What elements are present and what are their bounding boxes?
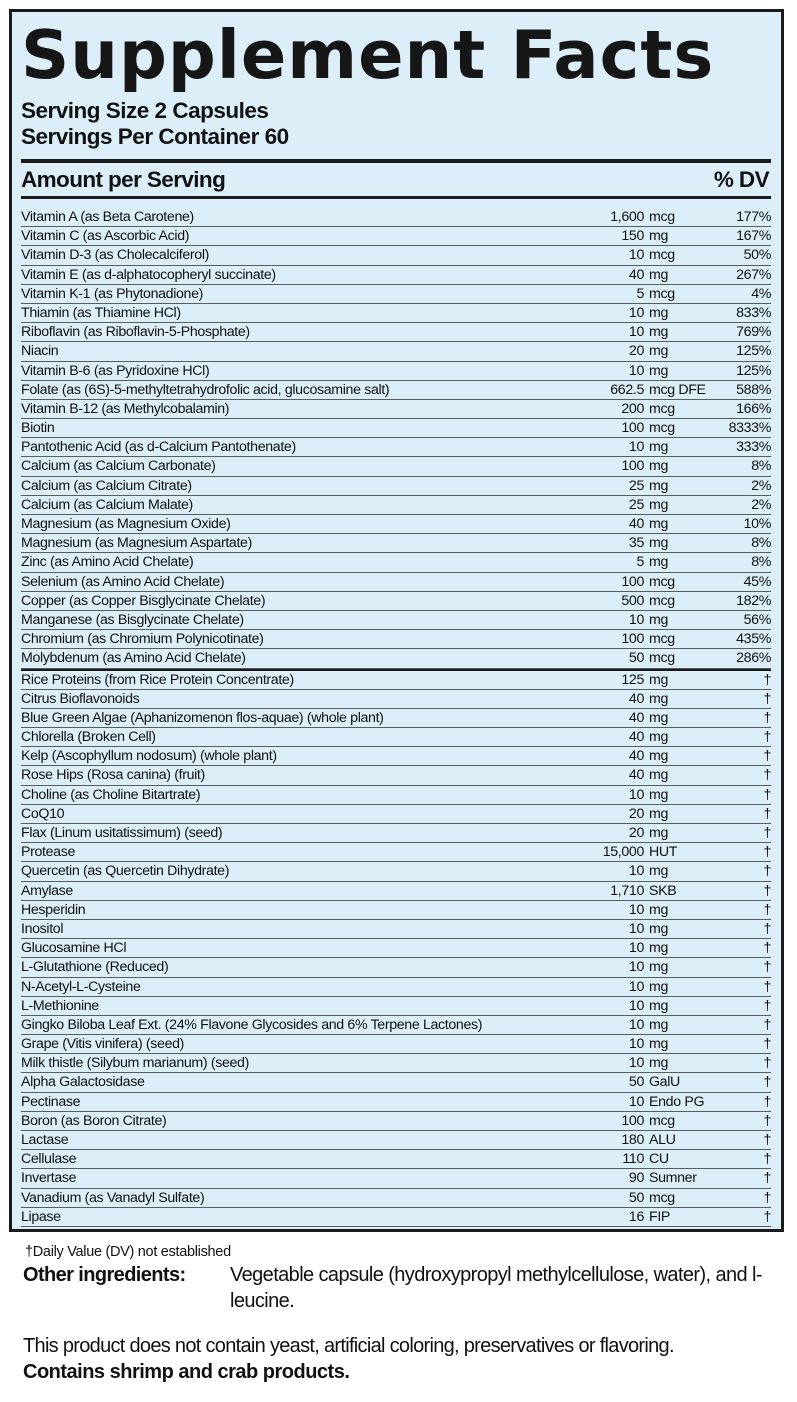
nutrient-dv: † <box>763 786 771 803</box>
nutrient-dv: 4% <box>751 285 771 302</box>
nutrient-amount: 15,000 <box>602 844 644 861</box>
nutrient-amount: 35 <box>628 535 644 552</box>
nutrient-dv: 125% <box>736 343 771 360</box>
nutrient-amount: 10 <box>628 997 644 1014</box>
table-row <box>21 630 771 649</box>
nutrient-amount: 10 <box>628 304 644 321</box>
nutrient-dv: 8% <box>751 458 771 475</box>
nutrient-amount: 10 <box>628 1055 644 1072</box>
nutrient-dv: † <box>763 1093 771 1110</box>
nutrient-dv: † <box>763 863 771 880</box>
nutrient-amount: 10 <box>628 611 644 628</box>
nutrient-dv: 2% <box>751 477 771 494</box>
nutrient-dv: † <box>763 1132 771 1148</box>
nutrient-name: Vitamin B-6 (as Pyridoxine HCl) <box>21 362 210 379</box>
nutrient-unit: HUT <box>649 844 678 861</box>
nutrient-amount: 50 <box>628 1189 644 1206</box>
table-row <box>21 901 771 920</box>
nutrient-name: Vanadium (as Vanadyl Sulfate) <box>21 1189 205 1206</box>
nutrient-amount: 20 <box>628 825 644 841</box>
nutrient-name: Cellulase <box>21 1151 77 1168</box>
nutrient-dv: † <box>763 825 771 841</box>
nutrient-unit: mcg DFE <box>649 381 706 398</box>
nutrient-amount: 40 <box>628 516 644 532</box>
nutrient-amount: 100 <box>621 631 644 648</box>
nutrient-unit: mg <box>649 496 669 513</box>
nutrient-amount: 40 <box>628 690 644 707</box>
nutrient-name: Magnesium (as Magnesium Oxide) <box>21 516 231 532</box>
nutrient-dv: 769% <box>736 324 771 341</box>
nutrient-dv: † <box>763 1036 771 1053</box>
nutrient-unit: mg <box>649 362 669 379</box>
table-row <box>21 438 771 457</box>
nutrient-dv: 177% <box>736 209 771 225</box>
nutrient-amount: 40 <box>628 266 644 283</box>
nutrient-dv: † <box>763 709 771 726</box>
nutrient-name: Vitamin D-3 (as Cholecalciferol) <box>21 247 210 264</box>
nutrient-name: Protease <box>21 844 75 861</box>
nutrient-dv: 588% <box>736 381 771 398</box>
nutrient-unit: mg <box>649 920 669 937</box>
other-nutrients-section <box>21 671 771 1227</box>
table-row <box>21 920 771 939</box>
nutrient-unit: mg <box>649 266 669 283</box>
nutrient-name: Chlorella (Broken Cell) <box>21 729 156 746</box>
table-row <box>21 1035 771 1054</box>
nutrient-unit: mg <box>649 1055 669 1072</box>
nutrient-amount: 10 <box>628 863 644 880</box>
vitamins-minerals-section <box>21 208 771 669</box>
nutrient-dv: † <box>763 1112 771 1129</box>
nutrient-name: Vitamin K-1 (as Phytonadione) <box>21 285 204 302</box>
panel-title: Supplement Facts <box>21 16 715 94</box>
nutrient-unit: FIP <box>649 1208 671 1225</box>
nutrient-amount: 25 <box>628 496 644 513</box>
nutrient-dv: † <box>763 767 771 784</box>
nutrient-dv: 10% <box>743 516 771 532</box>
nutrient-amount: 10 <box>628 324 644 341</box>
table-row <box>21 285 771 304</box>
other-ingredients-text: Vegetable capsule (hydroxypropyl methylcellulose, water), and l-leucine. <box>230 1264 762 1312</box>
nutrient-name: Selenium (as Amino Acid Chelate) <box>21 573 225 590</box>
nutrient-unit: mcg <box>649 650 675 667</box>
nutrient-amount: 100 <box>621 420 644 437</box>
table-row <box>21 649 771 668</box>
nutrient-unit: mcg <box>649 400 675 417</box>
nutrient-name: Lactase <box>21 1132 69 1148</box>
nutrient-dv: † <box>763 959 771 976</box>
table-row <box>21 592 771 611</box>
nutrient-amount: 100 <box>621 458 644 475</box>
table-row <box>21 786 771 805</box>
nutrient-name: Amylase <box>21 882 73 899</box>
nutrient-name: Zinc (as Amino Acid Chelate) <box>21 554 194 571</box>
nutrient-dv: 2% <box>751 496 771 513</box>
nutrient-unit: mg <box>649 516 669 532</box>
nutrient-unit: mg <box>649 825 669 841</box>
table-row <box>21 534 771 553</box>
nutrient-amount: 10 <box>628 247 644 264</box>
nutrient-amount: 20 <box>628 805 644 822</box>
nutrient-unit: mcg <box>649 1112 675 1129</box>
nutrient-unit: mg <box>649 997 669 1014</box>
nutrient-unit: mg <box>649 611 669 628</box>
nutrient-name: Glucosamine HCl <box>21 940 127 957</box>
nutrient-name: Calcium (as Calcium Malate) <box>21 496 193 513</box>
nutrient-amount: 10 <box>628 786 644 803</box>
nutrient-unit: mg <box>649 324 669 341</box>
nutrient-dv: 167% <box>736 228 771 245</box>
nutrient-unit: mg <box>649 709 669 726</box>
table-row <box>21 882 771 901</box>
nutrient-unit: mcg <box>649 631 675 648</box>
nutrient-dv: 125% <box>736 362 771 379</box>
nutrient-dv: 166% <box>736 400 771 417</box>
nutrient-name: Inositol <box>21 920 64 937</box>
nutrient-dv: † <box>763 1055 771 1072</box>
table-row <box>21 997 771 1016</box>
nutrient-unit: mg <box>649 786 669 803</box>
nutrient-dv: † <box>763 1189 771 1206</box>
table-row <box>21 1150 771 1169</box>
nutrient-amount: 90 <box>628 1170 644 1187</box>
nutrient-amount: 1,600 <box>610 209 644 225</box>
nutrient-amount: 125 <box>621 671 644 688</box>
nutrient-name: Kelp (Ascophyllum nodosum) (whole plant) <box>21 748 277 765</box>
nutrient-name: Pectinase <box>21 1093 81 1110</box>
nutrient-dv: 333% <box>736 439 771 456</box>
nutrient-dv: 267% <box>736 266 771 283</box>
nutrient-name: Calcium (as Calcium Carbonate) <box>21 458 216 475</box>
dv-footnote: †Daily Value (DV) not established <box>25 1243 231 1260</box>
nutrient-name: Calcium (as Calcium Citrate) <box>21 477 192 494</box>
table-row <box>21 1208 771 1227</box>
nutrient-name: L-Glutathione (Reduced) <box>21 959 169 976</box>
nutrient-unit: CU <box>649 1151 669 1168</box>
nutrient-amount: 10 <box>628 940 644 957</box>
nutrient-name: Pantothenic Acid (as d-Calcium Pantothenate) <box>21 439 296 456</box>
nutrient-amount: 10 <box>628 920 644 937</box>
nutrient-unit: mg <box>649 940 669 957</box>
nutrient-name: Choline (as Choline Bitartrate) <box>21 786 201 803</box>
nutrient-unit: SKB <box>649 882 677 899</box>
nutrient-name: L-Methionine <box>21 997 99 1014</box>
nutrient-amount: 5 <box>636 285 644 302</box>
nutrient-unit: mg <box>649 959 669 976</box>
nutrient-amount: 180 <box>621 1132 644 1148</box>
nutrient-amount: 40 <box>628 709 644 726</box>
nutrient-amount: 10 <box>628 1016 644 1033</box>
nutrient-amount: 16 <box>628 1208 644 1225</box>
nutrient-amount: 1,710 <box>610 882 644 899</box>
nutrient-unit: mg <box>649 690 669 707</box>
nutrient-amount: 50 <box>628 1074 644 1091</box>
nutrient-name: Vitamin B-12 (as Methylcobalamin) <box>21 400 230 417</box>
table-row <box>21 690 771 709</box>
table-row <box>21 1112 771 1131</box>
nutrient-name: Manganese (as Bisglycinate Chelate) <box>21 611 244 628</box>
table-row <box>21 1016 771 1035</box>
nutrient-unit: mg <box>649 671 669 688</box>
nutrient-unit: mg <box>649 748 669 765</box>
nutrient-unit: mg <box>649 304 669 321</box>
table-row <box>21 862 771 881</box>
nutrient-name: Folate (as (6S)-5-methyltetrahydrofolic acid, glucosamine salt) <box>21 381 390 398</box>
nutrient-amount: 150 <box>621 228 644 245</box>
nutrient-dv: 435% <box>736 631 771 648</box>
nutrient-dv: † <box>763 978 771 995</box>
table-row <box>21 515 771 534</box>
nutrient-name: Citrus Bioflavonoids <box>21 690 140 707</box>
nutrient-amount: 10 <box>628 978 644 995</box>
nutrient-dv: † <box>763 940 771 957</box>
nutrient-unit: mg <box>649 805 669 822</box>
nutrient-name: Lipase <box>21 1208 61 1225</box>
nutrient-unit: mg <box>649 767 669 784</box>
nutrient-unit: mg <box>649 477 669 494</box>
nutrient-dv: † <box>763 997 771 1014</box>
nutrient-dv: 45% <box>743 573 771 590</box>
nutrient-name: Biotin <box>21 420 55 437</box>
nutrient-amount: 110 <box>622 1151 644 1168</box>
nutrient-dv: † <box>763 748 771 765</box>
nutrient-unit: mg <box>649 439 669 456</box>
nutrient-unit: mg <box>649 1016 669 1033</box>
nutrient-unit: mg <box>649 228 669 245</box>
nutrient-dv: † <box>763 920 771 937</box>
amount-header-rule <box>21 196 771 199</box>
nutrient-name: Alpha Galactosidase <box>21 1074 145 1091</box>
table-row <box>21 304 771 323</box>
nutrient-amount: 100 <box>621 1112 644 1129</box>
table-row <box>21 805 771 824</box>
table-row <box>21 766 771 785</box>
table-row <box>21 457 771 476</box>
nutrient-unit: mcg <box>649 209 675 225</box>
nutrient-name: Boron (as Boron Citrate) <box>21 1112 167 1129</box>
nutrient-name: Flax (Linum usitatissimum) (seed) <box>21 825 223 841</box>
table-row <box>21 1131 771 1150</box>
nutrient-unit: mg <box>649 978 669 995</box>
table-row <box>21 419 771 438</box>
allergen-statement: Contains shrimp and crab products. <box>23 1361 350 1383</box>
nutrient-name: Vitamin C (as Ascorbic Acid) <box>21 228 190 245</box>
table-row <box>21 362 771 381</box>
table-row <box>21 978 771 997</box>
table-row <box>21 824 771 843</box>
nutrient-dv: † <box>763 1074 771 1091</box>
table-row <box>21 939 771 958</box>
nutrient-dv: † <box>763 844 771 861</box>
nutrient-name: Thiamin (as Thiamine HCl) <box>21 304 181 321</box>
table-row <box>21 1054 771 1073</box>
nutrient-amount: 5 <box>636 554 644 571</box>
nutrient-unit: mcg <box>649 247 675 264</box>
nutrient-dv: 833% <box>736 304 771 321</box>
nutrient-name: CoQ10 <box>21 805 65 822</box>
nutrient-dv: 8% <box>751 554 771 571</box>
table-row <box>21 208 771 227</box>
nutrient-unit: mg <box>649 554 669 571</box>
amount-header-row <box>21 163 771 196</box>
nutrient-name: Riboflavin (as Riboflavin-5-Phosphate) <box>21 324 250 341</box>
nutrient-name: Hesperidin <box>21 901 86 918</box>
table-bottom-rule <box>21 1229 771 1232</box>
amount-per-serving-label: Amount per Serving <box>21 166 226 192</box>
free-of-statement: This product does not contain yeast, artificial coloring, preservatives or flavoring. <box>23 1335 674 1357</box>
nutrient-unit: mg <box>649 901 669 918</box>
table-row <box>21 1169 771 1188</box>
nutrient-dv: † <box>763 1170 771 1187</box>
nutrient-amount: 10 <box>628 901 644 918</box>
nutrient-name: Gingko Biloba Leaf Ext. (24% Flavone Glycosides and 6% Terpene Lactones) <box>21 1016 483 1033</box>
table-row <box>21 381 771 400</box>
nutrient-dv: † <box>763 805 771 822</box>
nutrient-amount: 20 <box>628 343 644 360</box>
nutrient-name: Vitamin A (as Beta Carotene) <box>21 209 194 225</box>
nutrient-dv: † <box>763 1208 771 1225</box>
nutrient-amount: 40 <box>628 767 644 784</box>
table-row <box>21 1189 771 1208</box>
table-row <box>21 400 771 419</box>
nutrient-dv: † <box>763 882 771 899</box>
nutrient-unit: mcg <box>649 285 675 302</box>
nutrient-unit: GalU <box>649 1074 680 1091</box>
nutrient-amount: 662.5 <box>610 381 644 398</box>
other-ingredients <box>23 1262 783 1314</box>
nutrient-name: Grape (Vitis vinifera) (seed) <box>21 1036 185 1053</box>
table-row <box>21 477 771 496</box>
table-row <box>21 553 771 572</box>
nutrient-unit: mcg <box>649 420 675 437</box>
table-row <box>21 323 771 342</box>
nutrient-unit: mg <box>649 343 669 360</box>
nutrient-name: Magnesium (as Magnesium Aspartate) <box>21 535 252 552</box>
table-row <box>21 843 771 862</box>
table-row <box>21 246 771 265</box>
table-row <box>21 1073 771 1092</box>
table-row <box>21 573 771 592</box>
nutrient-amount: 10 <box>628 1093 644 1110</box>
nutrient-unit: mcg <box>649 592 675 609</box>
facts-table <box>21 208 771 1227</box>
table-row <box>21 611 771 630</box>
nutrient-amount: 10 <box>628 1036 644 1053</box>
supplement-facts-panel <box>9 9 784 1260</box>
nutrient-unit: Endo PG <box>649 1093 705 1110</box>
nutrient-unit: mcg <box>649 1189 675 1206</box>
nutrient-amount: 200 <box>621 400 644 417</box>
nutrient-unit: ALU <box>649 1132 676 1148</box>
nutrient-dv: † <box>763 729 771 746</box>
nutrient-name: Invertase <box>21 1170 77 1187</box>
table-row <box>21 1093 771 1112</box>
table-row <box>21 671 771 690</box>
nutrient-unit: mcg <box>649 573 675 590</box>
table-row <box>21 496 771 515</box>
nutrient-name: Vitamin E (as d-alphatocopheryl succinate) <box>21 266 276 283</box>
dv-header-label: % DV <box>713 166 769 192</box>
nutrient-name: Niacin <box>21 343 59 360</box>
nutrient-amount: 40 <box>628 748 644 765</box>
nutrient-dv: † <box>763 901 771 918</box>
nutrient-unit: mg <box>649 458 669 475</box>
nutrient-dv: † <box>763 690 771 707</box>
nutrient-unit: mg <box>649 535 669 552</box>
nutrient-dv: 56% <box>743 611 771 628</box>
nutrient-dv: 8333% <box>728 420 771 437</box>
nutrient-amount: 100 <box>621 573 644 590</box>
nutrient-amount: 10 <box>628 362 644 379</box>
nutrient-dv: † <box>763 671 771 688</box>
nutrient-unit: mg <box>649 863 669 880</box>
nutrient-amount: 25 <box>628 477 644 494</box>
nutrient-amount: 40 <box>628 729 644 746</box>
servings-per-container: Servings Per Container 60 <box>21 124 289 149</box>
nutrient-name: Copper (as Copper Bisglycinate Chelate) <box>21 592 266 609</box>
nutrient-name: Molybdenum (as Amino Acid Chelate) <box>21 650 246 667</box>
nutrient-name: N-Acetyl-L-Cysteine <box>21 978 141 995</box>
nutrient-dv: 50% <box>743 247 771 264</box>
other-ingredients-label: Other ingredients: <box>23 1264 186 1286</box>
nutrient-name: Rice Proteins (from Rice Protein Concentrate) <box>21 671 294 688</box>
nutrient-name: Chromium (as Chromium Polynicotinate) <box>21 631 264 648</box>
table-row <box>21 709 771 728</box>
nutrient-dv: 286% <box>736 650 771 667</box>
serving-size: Serving Size 2 Capsules <box>21 98 269 123</box>
nutrient-dv: 8% <box>751 535 771 552</box>
nutrient-name: Milk thistle (Silybum marianum) (seed) <box>21 1055 249 1072</box>
table-row <box>21 747 771 766</box>
nutrient-amount: 10 <box>628 959 644 976</box>
nutrient-amount: 10 <box>628 439 644 456</box>
nutrient-unit: Sumner <box>649 1170 697 1187</box>
table-row <box>21 227 771 246</box>
table-row <box>21 728 771 747</box>
nutrient-dv: 182% <box>736 592 771 609</box>
nutrient-unit: mg <box>649 729 669 746</box>
nutrient-amount: 500 <box>621 592 644 609</box>
table-row <box>21 958 771 977</box>
nutrient-unit: mg <box>649 1036 669 1053</box>
nutrient-name: Quercetin (as Quercetin Dihydrate) <box>21 863 230 880</box>
nutrient-dv: † <box>763 1016 771 1033</box>
table-row <box>21 342 771 361</box>
nutrient-name: Rose Hips (Rosa canina) (fruit) <box>21 767 205 784</box>
nutrient-dv: † <box>763 1151 771 1168</box>
table-row <box>21 266 771 285</box>
nutrient-name: Blue Green Algae (Aphanizomenon flos-aquae) (whole plant) <box>21 709 384 726</box>
nutrient-amount: 50 <box>628 650 644 667</box>
